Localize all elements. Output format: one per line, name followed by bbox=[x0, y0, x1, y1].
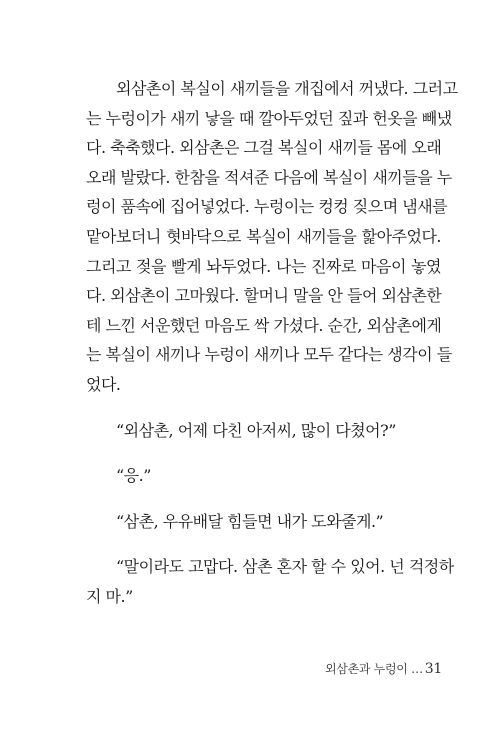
dialogue-line: “삼촌, 우유배달 힘들면 내가 도와줄게.” bbox=[116, 511, 384, 531]
text-line: 다. 외삼촌이 고마웠다. 할머니 말을 안 들어 외삼촌한 bbox=[86, 286, 442, 306]
running-title: 외삼촌과 누렁이 … bbox=[325, 662, 423, 676]
text-line: 맡아보더니 혓바닥으로 복실이 새끼들을 핥아주었다. bbox=[86, 226, 441, 246]
text-line: 었다. bbox=[86, 374, 121, 394]
dialogue-line: “응.” bbox=[116, 466, 151, 486]
page-footer bbox=[325, 660, 442, 677]
text-line: 테 느낀 서운했던 마음도 싹 가셨다. 순간, 외삼촌에게 bbox=[86, 315, 442, 335]
paragraph-gap bbox=[86, 536, 441, 552]
paragraph-gap bbox=[86, 491, 441, 507]
text-line: 는 누렁이가 새끼 낳을 때 깔아두었던 짚과 헌옷을 빼냈 bbox=[86, 108, 452, 128]
text-line: 외삼촌이 복실이 새끼들을 개집에서 꺼냈다. 그러고 bbox=[116, 79, 458, 98]
dialogue-line: “외삼촌, 어제 다친 아저씨, 많이 다쳤어?” bbox=[116, 420, 396, 440]
text-line: 다. 축축했다. 외삼촌은 그걸 복실이 새끼들 몸에 오래 bbox=[86, 138, 442, 158]
page-body bbox=[86, 74, 458, 612]
page-number: 31 bbox=[424, 661, 442, 677]
text-line: 렁이 품속에 집어넣었다. 누렁이는 컹컹 짖으며 냄새를 bbox=[86, 197, 448, 217]
paragraph-gap bbox=[86, 400, 441, 416]
text-line: 그리고 젖을 빨게 놔두었다. 나는 진짜로 마음이 놓였 bbox=[86, 256, 441, 276]
text-line: 는 복실이 새끼나 누렁이 새끼나 모두 같다는 생각이 들 bbox=[86, 345, 452, 365]
paragraph-gap bbox=[86, 445, 441, 461]
dialogue-line: 지 마.” bbox=[86, 586, 133, 606]
text-line: 오래 발랐다. 한참을 적셔준 다음에 복실이 새끼들을 누 bbox=[86, 167, 452, 187]
dialogue-line: “말이라도 고맙다. 삼촌 혼자 할 수 있어. 넌 걱정하 bbox=[116, 557, 454, 577]
